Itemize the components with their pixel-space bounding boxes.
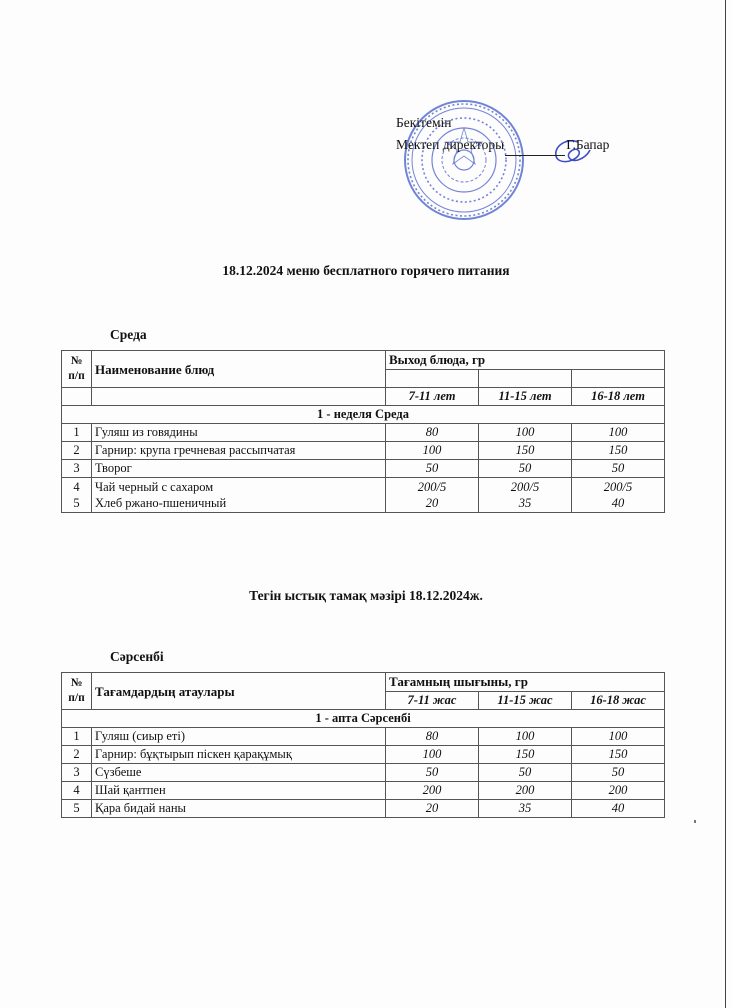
row-num: 3	[62, 764, 92, 782]
age-col-3: 16-18 жас	[572, 691, 665, 710]
scan-speck	[694, 820, 696, 823]
menu-table-ru	[61, 350, 665, 513]
dish-value: 20	[386, 800, 479, 818]
dish-value: 100	[572, 728, 665, 746]
dish-value-pair	[572, 478, 665, 513]
table-row	[62, 728, 665, 746]
table-row	[62, 460, 665, 478]
menu-title-ru: 18.12.2024 меню бесплатного горячего питания	[222, 263, 510, 278]
table-row	[62, 764, 665, 782]
dish-value-pair	[479, 478, 572, 513]
header-output: Выход блюда, гр	[386, 351, 665, 370]
age-col-3: 16-18 лет	[572, 388, 665, 406]
week-label: 1 - неделя Среда	[62, 406, 665, 424]
day-label-kz: Сәрсенбі	[110, 649, 164, 664]
dish-value: 20	[425, 496, 439, 510]
dish-value: 150	[572, 442, 665, 460]
dish-value: 200/5	[603, 480, 633, 494]
dish-value-pair	[386, 478, 479, 513]
table-row	[62, 746, 665, 764]
approval-signature-line	[396, 134, 609, 156]
row-num-pair	[62, 478, 92, 513]
week-label: 1 - апта Сәрсенбі	[62, 710, 665, 728]
header-blank-3	[572, 369, 665, 388]
dish-value: 200	[479, 782, 572, 800]
age-col-1: 7-11 жас	[386, 691, 479, 710]
age-col-2: 11-15 жас	[479, 691, 572, 710]
dish-value: 200	[386, 782, 479, 800]
dish-name: Сүзбеше	[92, 764, 386, 782]
dish-value: 100	[479, 728, 572, 746]
age-col-2: 11-15 лет	[479, 388, 572, 406]
header-dish-name: Тағамдардың атаулары	[92, 673, 386, 710]
signature-blank	[505, 139, 565, 156]
dish-value: 35	[479, 800, 572, 818]
menu-title-kz: Тегін ыстық тамақ мәзірі 18.12.2024ж.	[249, 588, 483, 603]
age-col-1: 7-11 лет	[386, 388, 479, 406]
approval-block	[396, 112, 609, 156]
dish-value: 80	[386, 424, 479, 442]
header-dish-name: Наименование блюд	[92, 351, 386, 388]
dish-value: 150	[572, 746, 665, 764]
dish-value: 200/5	[417, 480, 447, 494]
dish-value: 35	[518, 496, 532, 510]
dish-value: 200/5	[510, 480, 540, 494]
dish-value: 100	[572, 424, 665, 442]
row-num: 5	[73, 496, 80, 510]
header-num: № п/п	[62, 673, 92, 710]
dish-name: Гуляш (сиыр еті)	[92, 728, 386, 746]
age-blank-num	[62, 388, 92, 406]
dish-name: Гарнир: бұқтырып піскен қарақұмық	[92, 746, 386, 764]
day-label-ru: Среда	[110, 327, 147, 342]
row-num: 1	[62, 728, 92, 746]
dish-name: Творог	[92, 460, 386, 478]
table-row	[62, 800, 665, 818]
menu-table-kz	[61, 672, 665, 818]
row-num: 4	[73, 480, 80, 494]
director-name: Г.Бапар	[566, 137, 610, 152]
row-num: 2	[62, 746, 92, 764]
table-row-merged	[62, 478, 665, 513]
dish-value: 150	[479, 442, 572, 460]
dish-value: 200	[572, 782, 665, 800]
dish-value: 50	[479, 764, 572, 782]
dish-value: 40	[572, 800, 665, 818]
dish-name: Қара бидай наны	[92, 800, 386, 818]
dish-name: Шай қантпен	[92, 782, 386, 800]
dish-value: 50	[572, 460, 665, 478]
dish-value: 80	[386, 728, 479, 746]
dish-value: 50	[386, 764, 479, 782]
dish-value: 100	[479, 424, 572, 442]
dish-name: Хлеб ржано-пшеничный	[95, 496, 227, 510]
header-output: Тағамның шығыны, гр	[386, 673, 665, 692]
dish-value: 50	[572, 764, 665, 782]
age-blank-name	[92, 388, 386, 406]
header-num: № п/п	[62, 351, 92, 388]
header-blank-1	[386, 369, 479, 388]
dish-name: Гарнир: крупа гречневая рассыпчатая	[92, 442, 386, 460]
dish-name: Гуляш из говядины	[92, 424, 386, 442]
row-num: 1	[62, 424, 92, 442]
director-title: Мектеп директоры	[396, 137, 505, 152]
dish-value: 50	[479, 460, 572, 478]
dish-name: Чай черный с сахаром	[95, 480, 214, 494]
row-num: 4	[62, 782, 92, 800]
dish-value: 100	[386, 442, 479, 460]
page-edge-line	[725, 0, 726, 1008]
dish-name-pair	[92, 478, 386, 513]
row-num: 2	[62, 442, 92, 460]
dish-value: 100	[386, 746, 479, 764]
table-row	[62, 424, 665, 442]
header-blank-2	[479, 369, 572, 388]
dish-value: 50	[386, 460, 479, 478]
row-num: 5	[62, 800, 92, 818]
dish-value: 150	[479, 746, 572, 764]
dish-value: 40	[611, 496, 625, 510]
approval-title: Бекітемін	[396, 115, 452, 130]
table-row	[62, 782, 665, 800]
table-row	[62, 442, 665, 460]
row-num: 3	[62, 460, 92, 478]
